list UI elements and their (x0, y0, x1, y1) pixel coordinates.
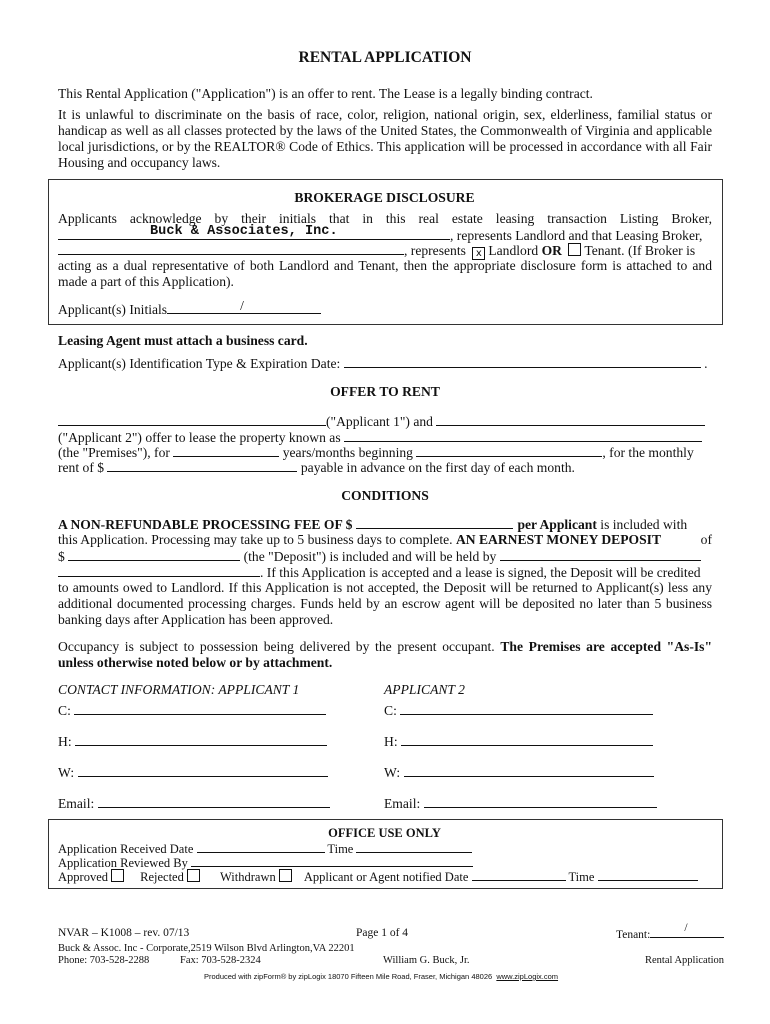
dual-representative-text: acting as a dual representative of both Landlord and Tenant, then the appropriate disclosure form is attached to and made a part of this Application). (58, 258, 712, 289)
leasing-agent-note: Leasing Agent must attach a business card. (58, 333, 308, 348)
represents-label: , represents (404, 243, 466, 258)
office-heading: OFFICE USE ONLY (328, 826, 441, 840)
email-field-1[interactable] (98, 795, 330, 808)
deposit-field[interactable] (68, 548, 240, 561)
w-label-2: W: (384, 765, 401, 780)
office-address: Buck & Assoc. Inc - Corporate,2519 Wilson Blvd Arlington,VA 22201 (58, 943, 355, 954)
office-phone: Phone: 703-528-2288 (58, 955, 150, 966)
conditions-heading: CONDITIONS (341, 488, 429, 503)
office-fax: Fax: 703-528-2324 (180, 955, 261, 966)
landlord-label: Landlord (488, 243, 539, 258)
payable-label: payable in advance on the first day of each month. (300, 460, 575, 475)
processing-text: this Application. Processing may take up to 5 business days to complete. (58, 532, 453, 547)
email-field-2[interactable] (424, 795, 657, 808)
rejected-label: Rejected (140, 870, 184, 884)
c-row-1 (58, 702, 326, 719)
term-field[interactable] (173, 444, 279, 457)
initials-field[interactable] (167, 298, 321, 314)
included-with-label: is included with (600, 517, 688, 532)
received-date-field[interactable] (197, 840, 325, 853)
years-months-label: years/months beginning (282, 445, 413, 460)
notified-time-field[interactable] (598, 868, 698, 881)
premises-label: (the "Premises"), for (58, 445, 170, 460)
status-row (58, 868, 698, 885)
c-field-1[interactable] (74, 702, 326, 715)
or-label: OR (541, 243, 562, 258)
w-field-2[interactable] (404, 764, 654, 777)
deposit-row (58, 548, 701, 565)
initials-row (58, 298, 321, 318)
tenant-initials-row (616, 922, 724, 943)
w-label-1: W: (58, 765, 75, 780)
fee-label: A NON-REFUNDABLE PROCESSING FEE OF $ (58, 517, 353, 532)
id-field[interactable] (344, 355, 701, 368)
approved-label: Approved (58, 870, 108, 884)
c-label-1: C: (58, 703, 71, 718)
reviewed-label: Application Reviewed By (58, 856, 188, 870)
of-label: of (700, 532, 712, 547)
as-is-label: The Premises are accepted "As-Is" unless otherwise noted below or by attachment. (58, 639, 712, 670)
offer-heading: OFFER TO RENT (330, 384, 440, 399)
id-label: Applicant(s) Identification Type & Expiration Date: (58, 356, 341, 371)
contact-heading-1: CONTACT INFORMATION: APPLICANT 1 (58, 682, 300, 697)
property-field[interactable] (344, 429, 702, 442)
deposit-label: (the "Deposit") is included and will be held by (243, 549, 497, 564)
offer-row1 (58, 413, 705, 430)
initials-separator: / (240, 298, 244, 313)
applicant2-label: ("Applicant 2") offer to lease the property known as (58, 430, 341, 445)
h-label-2: H: (384, 734, 398, 749)
email-label-2: Email: (384, 796, 421, 811)
leasing-broker-field[interactable] (58, 242, 404, 255)
fee-field[interactable] (356, 516, 513, 529)
h-row-1 (58, 733, 327, 750)
applicant2-field[interactable] (436, 413, 705, 426)
withdrawn-label: Withdrawn (219, 870, 276, 884)
held-by-field[interactable] (500, 548, 701, 561)
dollar-label: $ (58, 549, 65, 564)
c-row-2 (384, 702, 653, 719)
tenant-initials-separator: / (684, 922, 688, 934)
document-name: Rental Application (645, 955, 725, 966)
offer-row4 (58, 459, 575, 476)
monthly-label: , for the monthly (602, 445, 694, 460)
held-by-field-2[interactable] (58, 564, 260, 577)
zipform-credit (204, 969, 558, 985)
tenant-initials-label: Tenant: (616, 929, 651, 941)
beginning-field[interactable] (416, 444, 602, 457)
tenant-label: Tenant. (If Broker is (584, 243, 696, 258)
initials-label: Applicant(s) Initials (58, 302, 168, 317)
brokerage-line1: Applicants acknowledge by their initials that in this real estate leasing transaction Listing Broker, (58, 211, 712, 226)
occupancy-label: Occupancy is subject to possession being delivered by the present occupant. (58, 639, 495, 654)
reviewed-by-field[interactable] (191, 854, 473, 867)
email-label-1: Email: (58, 796, 95, 811)
contact-heading-2: APPLICANT 2 (384, 682, 465, 697)
accepted-text: . If this Application is accepted and a lease is signed, the Deposit will be credited (260, 565, 701, 580)
rejected-checkbox[interactable] (187, 869, 200, 882)
email-row-1 (58, 795, 330, 812)
listing-broker-field[interactable] (58, 224, 450, 240)
earnest-label: AN EARNEST MONEY DEPOSIT (455, 532, 662, 547)
earnest-row (58, 532, 712, 548)
email-row-2 (384, 795, 657, 812)
rent-label: rent of $ (58, 460, 105, 475)
h-field-1[interactable] (75, 733, 327, 746)
leasing-broker-text: , represents Landlord and that Leasing Broker, (450, 228, 703, 243)
page-title: RENTAL APPLICATION (298, 49, 472, 66)
notified-date-label: Date (444, 870, 469, 884)
per-applicant-label: per Applicant (517, 517, 597, 532)
approved-checkbox[interactable] (111, 869, 124, 882)
produced-text: Produced with zipForm® by zipLogix 18070 Fifteen Mile Road, Fraser, Michigan 48026 (204, 972, 493, 981)
occupancy-text (58, 639, 712, 671)
form-id: NVAR – K1008 – rev. 07/13 (58, 927, 190, 939)
fair-housing-text: It is unlawful to discriminate on the basis of race, color, religion, national origin, sex, elderliness, familial status or handicap as well as all classes protected by the laws of the United States, the Commonwealth of Virginia and applicable local jurisdictions, or by the REALTOR® Code of Ethics. This application will be processed in accordance with all Fair Housing and occupancy laws. (58, 107, 712, 170)
received-time-field[interactable] (356, 840, 472, 853)
tenant-checkbox[interactable] (568, 243, 581, 256)
fee-row (58, 516, 712, 533)
id-row: Applicant(s) Identification Type & Expiration Date: . (58, 356, 708, 371)
landlord-checkbox[interactable]: x (472, 247, 485, 260)
received-time-label: Time (327, 842, 354, 856)
notified-date-field[interactable] (472, 868, 566, 881)
c-label-2: C: (384, 703, 397, 718)
listing-broker-value: Buck & Associates, Inc. (150, 224, 338, 239)
w-row-1 (58, 764, 328, 781)
intro-text: This Rental Application ("Application") is an offer to rent. The Lease is a legally binding contract. (58, 86, 593, 101)
w-row-2 (384, 764, 654, 781)
notified-label: Applicant or Agent notified (303, 870, 442, 884)
held-by-row (58, 564, 701, 581)
deposit-terms: to amounts owed to Landlord. If this Application is not accepted, the Deposit will be returned to Applicant(s) less any additional documented processing charges. Funds held by an escrow agent will be deposited no later than 5 business banking days after Application has been approved. (58, 580, 712, 627)
withdrawn-checkbox[interactable] (279, 869, 292, 882)
notified-time-label: Time (568, 870, 595, 884)
h-label-1: H: (58, 734, 72, 749)
applicant1-field[interactable] (58, 413, 326, 426)
brokerage-heading: BROKERAGE DISCLOSURE (294, 190, 475, 205)
ziplogix-link[interactable]: www.zipLogix.com (496, 972, 559, 981)
rent-field[interactable] (107, 459, 297, 472)
c-field-2[interactable] (400, 702, 653, 715)
page-number: Page 1 of 4 (356, 927, 409, 939)
h-row-2 (384, 733, 653, 750)
received-label: Application Received Date (58, 842, 194, 856)
applicant1-label: ("Applicant 1") and (326, 414, 433, 429)
tenant-initials-field[interactable] (650, 922, 724, 938)
w-field-1[interactable] (78, 764, 328, 777)
agent-name: William G. Buck, Jr. (383, 955, 470, 966)
h-field-2[interactable] (401, 733, 653, 746)
